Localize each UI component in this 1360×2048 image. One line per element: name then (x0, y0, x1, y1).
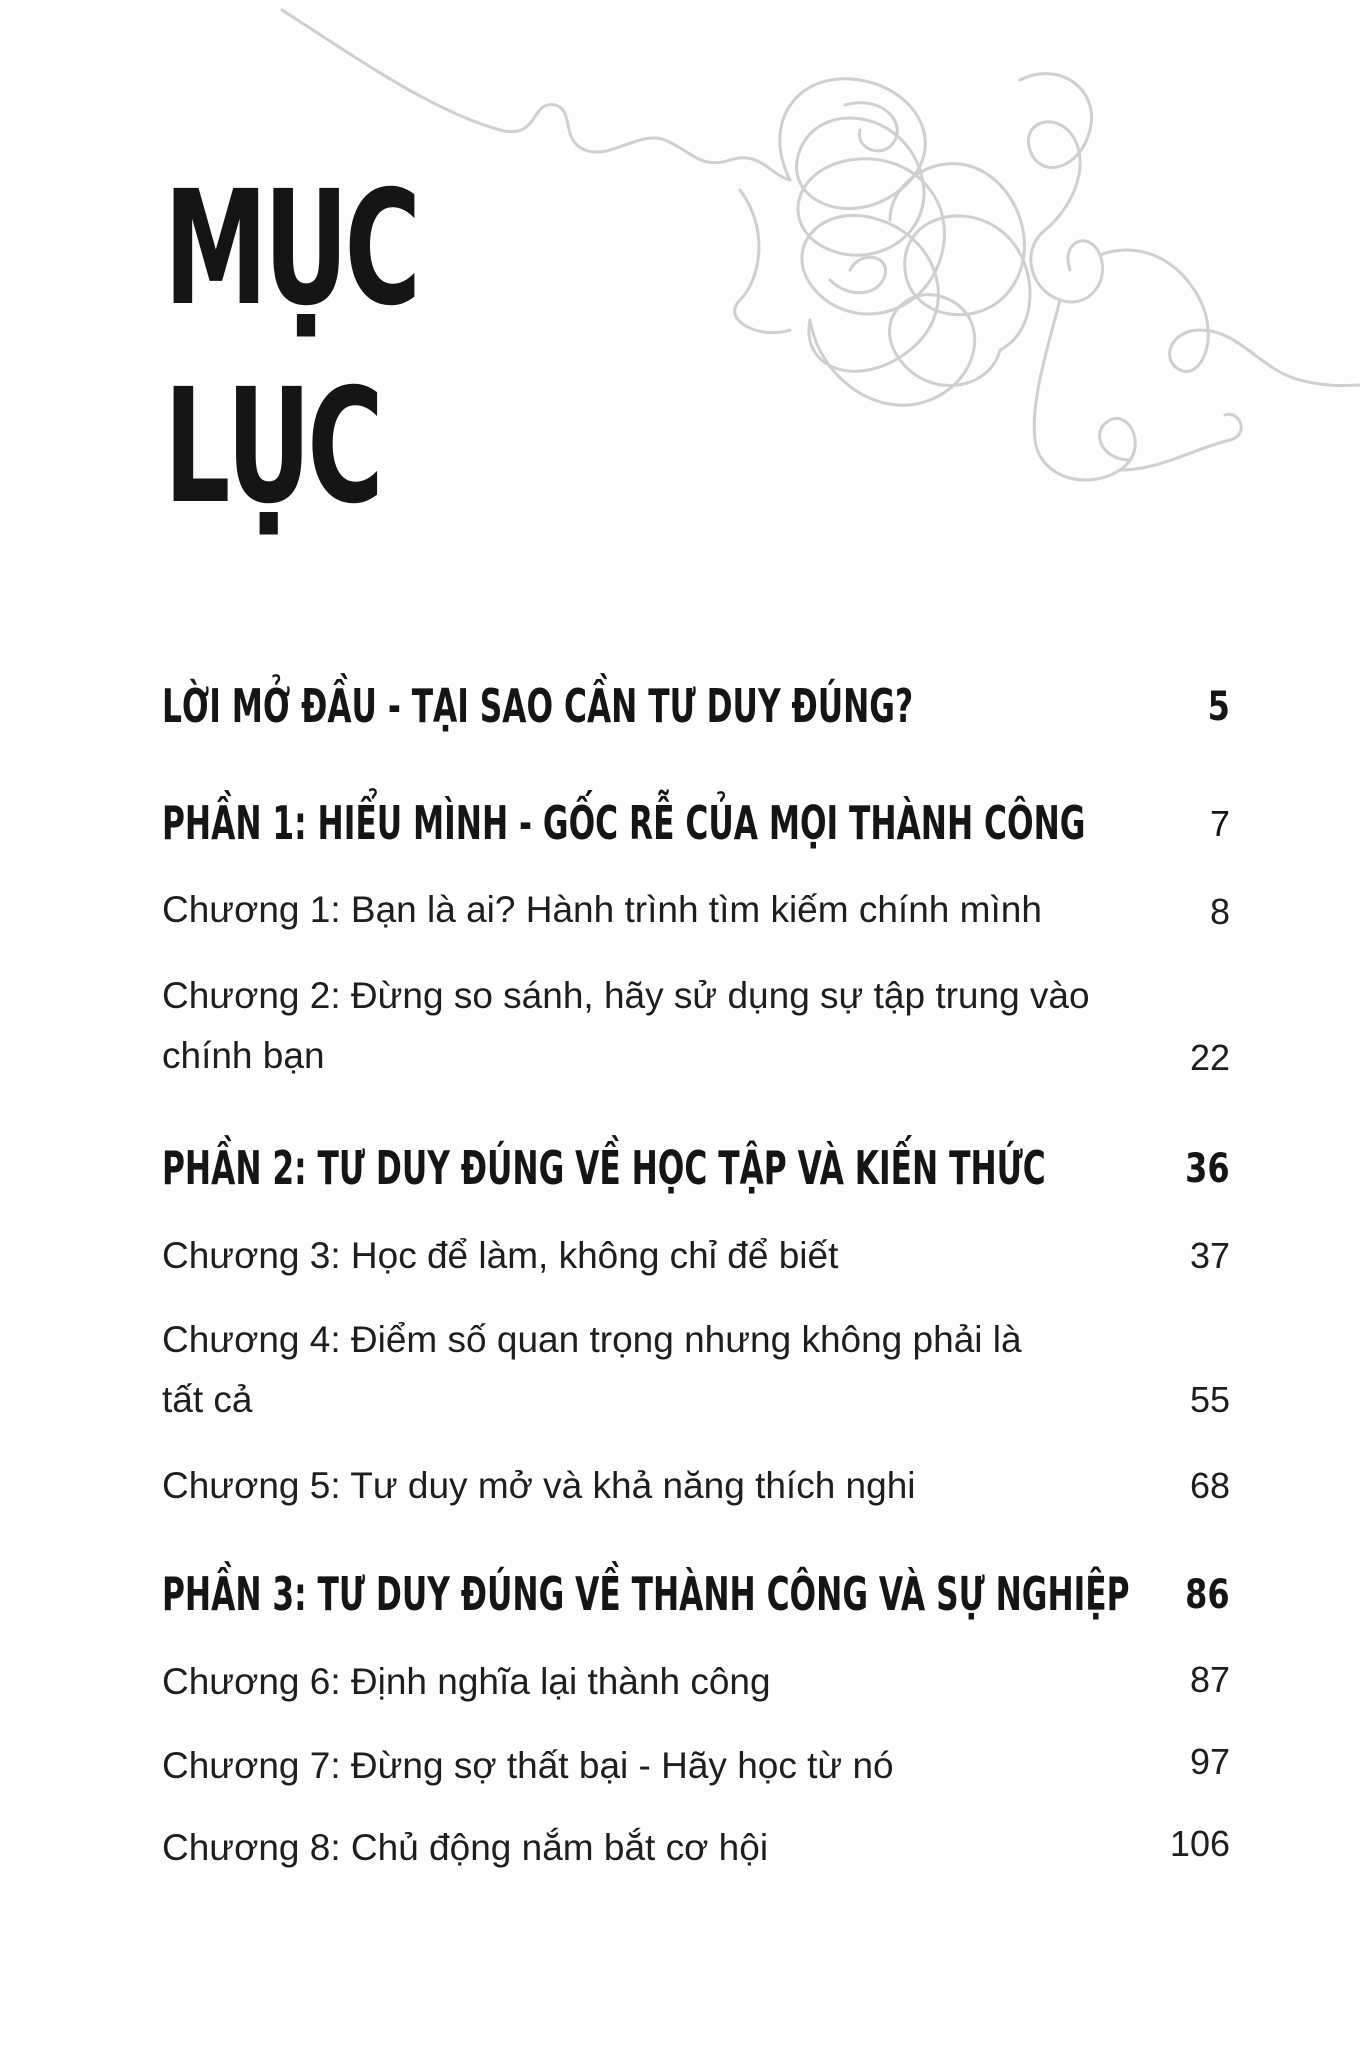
toc-page-number: 55 (1189, 1379, 1230, 1420)
toc-chapter-7[interactable] (162, 1736, 1230, 1796)
toc-page-number: 8 (1209, 891, 1230, 932)
toc-chapter-title: Chương 4: Điểm số quan trọng nhưng không phải là tất cả (162, 1319, 1022, 1420)
toc-chapter-title: Chương 2: Đừng so sánh, hãy sử dụng sự tập trung vào chính bạn (162, 975, 1090, 1076)
toc-page-number: 7 (1209, 803, 1230, 844)
toc-chapter-2[interactable] (162, 966, 1230, 1086)
page-title (164, 150, 417, 546)
toc-chapter-title: Chương 3: Học để làm, không chỉ để biết (162, 1235, 839, 1276)
toc-chapter-4[interactable] (162, 1310, 1230, 1430)
page-title-line-1: MỤC (164, 157, 418, 341)
toc-chapter-5[interactable] (162, 1456, 1230, 1516)
toc-chapter-title: Chương 1: Bạn là ai? Hành trình tìm kiếm chính mình (162, 889, 1042, 930)
toc-chapter-title: Chương 8: Chủ động nắm bắt cơ hội (162, 1827, 769, 1868)
toc-page-number: 37 (1189, 1235, 1230, 1276)
toc-page-number: 5 (1207, 684, 1230, 730)
page-title-line-2: LỤC (164, 355, 380, 539)
toc-part-intro[interactable] (162, 678, 1230, 738)
toc-page-number: 22 (1189, 1037, 1230, 1078)
toc-chapter-1[interactable] (162, 880, 1230, 940)
toc-part-3[interactable] (162, 1566, 1230, 1626)
toc-page-number: 97 (1189, 1741, 1230, 1782)
toc-chapter-3[interactable] (162, 1226, 1230, 1286)
toc-chapter-title: Chương 7: Đừng sợ thất bại - Hãy học từ nó (162, 1745, 894, 1786)
toc-part-1[interactable] (162, 795, 1230, 855)
toc-chapter-6[interactable] (162, 1652, 1230, 1712)
toc-chapter-title: Chương 6: Định nghĩa lại thành công (162, 1661, 771, 1702)
toc-page-number: 106 (1169, 1823, 1230, 1864)
toc-part-title: PHẦN 2: TƯ DUY ĐÚNG VỀ HỌC TẬP VÀ KIẾN THỨC (162, 1141, 1046, 1195)
toc-part-title: PHẦN 1: HIỂU MÌNH - GỐC RỄ CỦA MỌI THÀNH CÔNG (162, 796, 1086, 850)
toc-page-number: 68 (1189, 1465, 1230, 1506)
toc-chapter-title: Chương 5: Tư duy mở và khả năng thích nghi (162, 1465, 916, 1506)
toc-part-title: LỜI MỞ ĐẦU - TẠI SAO CẦN TƯ DUY ĐÚNG? (162, 679, 914, 733)
toc-page-number: 86 (1185, 1572, 1230, 1618)
toc-page-number: 36 (1185, 1146, 1230, 1192)
toc-part-2[interactable] (162, 1140, 1230, 1200)
toc-part-title: PHẦN 3: TƯ DUY ĐÚNG VỀ THÀNH CÔNG VÀ SỰ NGHIỆP (162, 1567, 1130, 1621)
toc-chapter-8[interactable] (162, 1818, 1230, 1878)
toc-page-number: 87 (1189, 1659, 1230, 1700)
